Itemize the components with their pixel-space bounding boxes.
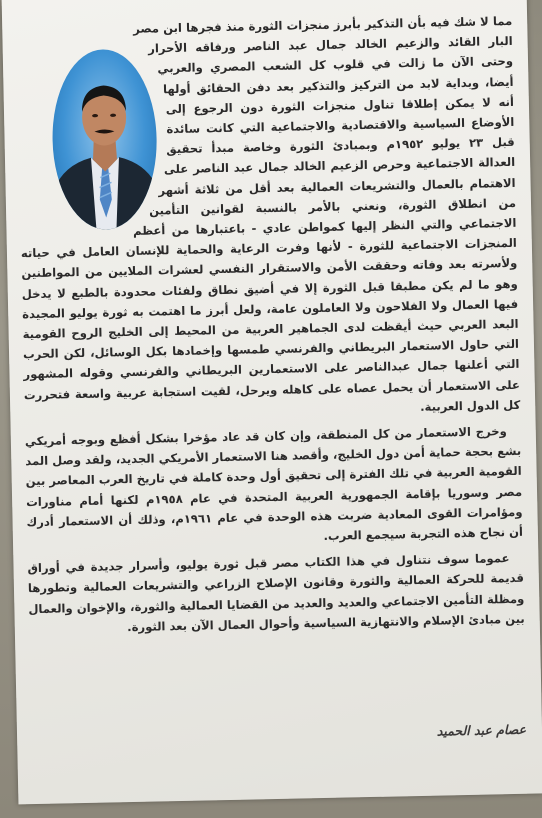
paragraph-1: مما لا شك فيه بأن التذكير بأبرز منجزات الثورة منذ فجرها ابن مصر البار القائد والزعيم الخالد جمال عبد الناصر ورفاقه الأحرار وحتى الآن ما زالت في قلوب كل الشعب المصري والعربي أيضا، وبداية لابد من التركيز والتذكير بعد دفن الحقائق أولها أنه لا يمكن إطلاقا تناول منجزات الثورة دون الرجوع إلى الأوضاع السياسية والاقتصادية والاجتماعية التي كانت سائدة قبل ٢٣ يوليو ١٩٥٢م وبمبادئ الثورة وخاصة مبدأ تحقيق العدالة الاجتماعية وحرص الزعيم الخالد جمال عبد الناصر على الاهتمام بالعمال والتشريعات العمالية بعد أقل من ثلاثة أشهر من انطلاق الثورة، ونعني بالأمر بالنسبة لقوانين التأمين الاجتماعي والتي النظر إليها كمواطن عادي - باعتبارها من أعظم المنجزات الاجتماعية للثورة - لأنها وفرت الرعاية والحماية للإنسان العامل في حياته ولأسرته بعد وفاته وحققت الأمن والاستقرار النفسي لعشرات الملايين من المواطنين وهو ما لم يكن مطبقا قبل الثورة إلا في أضيق نطاق ولفئات محدودة بالطبع لا يدخل فيها العمال ولا الفلاحون ولا العاملون عامة، ولعل أبرز ما اهتمت به ثورة يوليو المجيدة البعد العربي حيث أيقظت لدى الجماهير العربية من المحيط إلى الخليج الروح القومية التي حاول الاستعمار البريطاني والفرنسي طمسها وإخمادها بكل الوسائل، لكن الحرب التي أعلنها جمال عبدالناصر على الاستعمارين البريطاني والفرنسي وقوله المشهور على الاستعمار أن يحمل عصاه على كاهله ويرحل، لقيت استجابة عربية واسعة فتحررت كل الدول العربية. bbox=[20, 13, 521, 414]
paragraph-2: وخرج الاستعمار من كل المنطقة، وإن كان قد عاد مؤخرا بشكل أفظع وبوجه أمريكي بشع بحجة حماية أمن دول الخليج، وأقصد هنا الاستعمار الأمريكي الجديد، ولقد وصل المد القومية العربية في تلك الفترة إلى تحقيق أول وحدة كاملة في تاريخ العرب المعاصر بين مصر وسوريا بإقامة الجمهورية العربية المتحدة في عام ١٩٥٨م لكنها أمام مناورات ومؤامرات القوى المعادية ضربت هذه الوحدة في عام ١٩٦١م، وذلك أن الاستعمار أدرك أن نجاح هذه التجربة سيجمع العرب. bbox=[24, 424, 524, 544]
book-page bbox=[2, 0, 542, 804]
paragraph-3: عموما سوف نتناول في هذا الكتاب مصر قبل ثورة يوليو، وأسرار جديدة في أوراق قديمة للحركة العمالية والثورة وقانون الإصلاح الزراعي والتشريعات العمالية وتطورها ومظلة التأمين الاجتماعي والعديد والعديد من القضايا العمالية والثورة، والإخوان والعمال بين مبادئ الإسلام والانتهازية السياسية وأحوال العمال الآن بعد الثورة. bbox=[27, 551, 525, 634]
author-name: عصام عبد الحميد bbox=[436, 721, 527, 739]
page-text bbox=[16, 11, 525, 645]
